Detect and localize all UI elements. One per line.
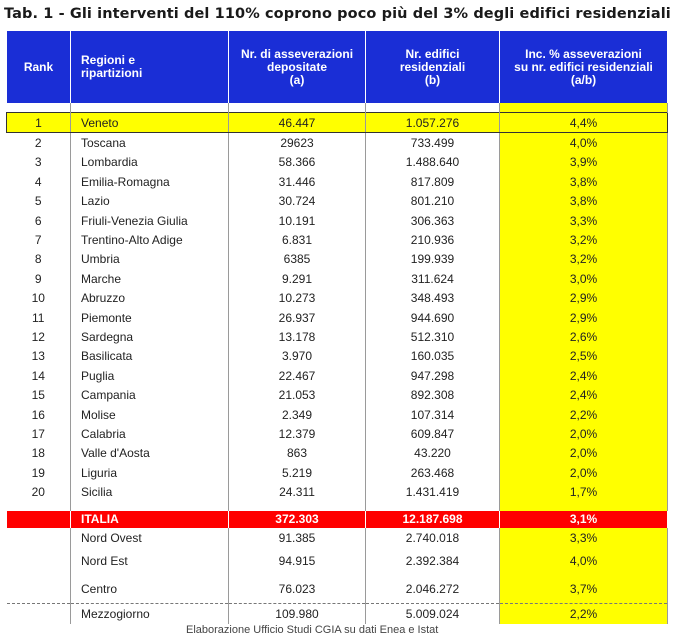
edifici-cell: 1.488.640: [366, 153, 500, 172]
edifici-cell: 892.308: [366, 385, 500, 404]
area-row: [7, 575, 668, 604]
region-cell: Sardegna: [71, 327, 229, 346]
table-row: [7, 405, 668, 424]
incidenza-cell: 4,4%: [500, 113, 668, 133]
region-cell: Lazio: [71, 192, 229, 211]
edifici-cell: 5.009.024: [366, 604, 500, 624]
rank-cell: [7, 547, 71, 575]
incidenza-cell: 2,4%: [500, 366, 668, 385]
rank-cell: 3: [7, 153, 71, 172]
table-row: [7, 230, 668, 249]
table-row: [7, 482, 668, 501]
rank-cell: 12: [7, 327, 71, 346]
table-row: [7, 385, 668, 404]
region-cell: Liguria: [71, 463, 229, 482]
asseverazioni-cell: 26.937: [229, 308, 366, 327]
region-cell: Mezzogiorno: [71, 604, 229, 624]
region-cell: Basilicata: [71, 347, 229, 366]
asseverazioni-cell: 24.311: [229, 482, 366, 501]
asseverazioni-cell: 863: [229, 444, 366, 463]
incidenza-cell: 2,9%: [500, 308, 668, 327]
edifici-cell: 947.298: [366, 366, 500, 385]
region-cell: Nord Est: [71, 547, 229, 575]
spacer-row: [7, 103, 668, 113]
table-row: [7, 211, 668, 230]
region-cell: Nord Ovest: [71, 528, 229, 547]
asseverazioni-cell: 5.219: [229, 463, 366, 482]
region-cell: Molise: [71, 405, 229, 424]
rank-cell: 20: [7, 482, 71, 501]
region-cell: Piemonte: [71, 308, 229, 327]
incidenza-cell: 2,6%: [500, 327, 668, 346]
edifici-cell: 210.936: [366, 230, 500, 249]
table-row: [7, 308, 668, 327]
region-cell: Veneto: [71, 113, 229, 133]
edifici-cell: 512.310: [366, 327, 500, 346]
asseverazioni-cell: 46.447: [229, 113, 366, 133]
incidenza-cell: 3,1%: [500, 511, 668, 528]
area-row: [7, 604, 668, 624]
edifici-cell: 1.431.419: [366, 482, 500, 501]
edifici-cell: 1.057.276: [366, 113, 500, 133]
incidenza-cell: 4,0%: [500, 133, 668, 153]
asseverazioni-cell: 21.053: [229, 385, 366, 404]
rank-cell: 13: [7, 347, 71, 366]
asseverazioni-cell: 29623: [229, 133, 366, 153]
rank-cell: 9: [7, 269, 71, 288]
region-cell: Campania: [71, 385, 229, 404]
rank-cell: [7, 528, 71, 547]
incidenza-cell: 2,0%: [500, 444, 668, 463]
table-row: [7, 172, 668, 191]
asseverazioni-cell: 30.724: [229, 192, 366, 211]
asseverazioni-cell: 6385: [229, 250, 366, 269]
incidenza-cell: 3,3%: [500, 211, 668, 230]
incidenza-cell: 3,7%: [500, 575, 668, 604]
asseverazioni-cell: 109.980: [229, 604, 366, 624]
rank-cell: 17: [7, 424, 71, 443]
incidenza-cell: 3,8%: [500, 192, 668, 211]
data-table: [6, 31, 668, 624]
incidenza-cell: 3,9%: [500, 153, 668, 172]
total-row: [7, 511, 668, 528]
edifici-cell: 609.847: [366, 424, 500, 443]
table-row: [7, 347, 668, 366]
table-row: [7, 153, 668, 172]
edifici-cell: 199.939: [366, 250, 500, 269]
incidenza-cell: 1,7%: [500, 482, 668, 501]
edifici-cell: 263.468: [366, 463, 500, 482]
table-row: [7, 192, 668, 211]
table-row: [7, 444, 668, 463]
asseverazioni-cell: 9.291: [229, 269, 366, 288]
header-incidenza: Inc. % asseverazioni su nr. edifici residenziali (a/b): [500, 31, 668, 103]
rank-cell: 2: [7, 133, 71, 153]
asseverazioni-cell: 91.385: [229, 528, 366, 547]
edifici-cell: 306.363: [366, 211, 500, 230]
rank-cell: [7, 511, 71, 528]
edifici-cell: 107.314: [366, 405, 500, 424]
region-cell: Emilia-Romagna: [71, 172, 229, 191]
table-row: [7, 133, 668, 153]
incidenza-cell: 2,5%: [500, 347, 668, 366]
rank-cell: [7, 575, 71, 604]
region-cell: Trentino-Alto Adige: [71, 230, 229, 249]
region-cell: Sicilia: [71, 482, 229, 501]
asseverazioni-cell: 372.303: [229, 511, 366, 528]
header-row: [7, 31, 668, 103]
table-row: [7, 269, 668, 288]
rank-cell: 10: [7, 289, 71, 308]
table-row: [7, 289, 668, 308]
incidenza-cell: 2,9%: [500, 289, 668, 308]
asseverazioni-cell: 10.273: [229, 289, 366, 308]
region-cell: Calabria: [71, 424, 229, 443]
area-row: [7, 547, 668, 575]
asseverazioni-cell: 22.467: [229, 366, 366, 385]
rank-cell: 15: [7, 385, 71, 404]
region-cell: Valle d'Aosta: [71, 444, 229, 463]
asseverazioni-cell: 6.831: [229, 230, 366, 249]
edifici-cell: 2.740.018: [366, 528, 500, 547]
incidenza-cell: 3,3%: [500, 528, 668, 547]
table-row: [7, 113, 668, 133]
region-cell: Marche: [71, 269, 229, 288]
region-cell: Lombardia: [71, 153, 229, 172]
asseverazioni-cell: 3.970: [229, 347, 366, 366]
rank-cell: 6: [7, 211, 71, 230]
rank-cell: 5: [7, 192, 71, 211]
incidenza-cell: 3,8%: [500, 172, 668, 191]
area-row: [7, 528, 668, 547]
incidenza-cell: 2,0%: [500, 463, 668, 482]
rank-cell: [7, 604, 71, 624]
incidenza-cell: 3,2%: [500, 230, 668, 249]
rank-cell: 4: [7, 172, 71, 191]
table-row: [7, 463, 668, 482]
region-cell: Puglia: [71, 366, 229, 385]
edifici-cell: 348.493: [366, 289, 500, 308]
incidenza-cell: 2,2%: [500, 405, 668, 424]
incidenza-cell: 2,4%: [500, 385, 668, 404]
incidenza-cell: 4,0%: [500, 547, 668, 575]
incidenza-cell: 2,2%: [500, 604, 668, 624]
edifici-cell: 817.809: [366, 172, 500, 191]
edifici-cell: 311.624: [366, 269, 500, 288]
edifici-cell: 733.499: [366, 133, 500, 153]
rank-cell: 19: [7, 463, 71, 482]
region-cell: Friuli-Venezia Giulia: [71, 211, 229, 230]
header-edifici: Nr. edifici residenziali (b): [366, 31, 500, 103]
asseverazioni-cell: 2.349: [229, 405, 366, 424]
edifici-cell: 801.210: [366, 192, 500, 211]
rank-cell: 16: [7, 405, 71, 424]
region-cell: ITALIA: [71, 511, 229, 528]
asseverazioni-cell: 13.178: [229, 327, 366, 346]
table-row: [7, 424, 668, 443]
asseverazioni-cell: 94.915: [229, 547, 366, 575]
header-asseverazioni: Nr. di asseverazioni depositate (a): [229, 31, 366, 103]
table-row: [7, 327, 668, 346]
region-cell: Umbria: [71, 250, 229, 269]
rank-cell: 11: [7, 308, 71, 327]
incidenza-cell: 3,2%: [500, 250, 668, 269]
edifici-cell: 12.187.698: [366, 511, 500, 528]
asseverazioni-cell: 12.379: [229, 424, 366, 443]
table-title: Tab. 1 - Gli interventi del 110% coprono poco più del 3% degli edifici residenziali: [4, 6, 671, 22]
incidenza-cell: 3,0%: [500, 269, 668, 288]
rank-cell: 1: [7, 113, 71, 133]
header-region: Regioni e ripartizioni: [71, 31, 229, 103]
incidenza-cell: 2,0%: [500, 424, 668, 443]
region-cell: Toscana: [71, 133, 229, 153]
table-row: [7, 250, 668, 269]
table-row: [7, 366, 668, 385]
rank-cell: 14: [7, 366, 71, 385]
rank-cell: 7: [7, 230, 71, 249]
rank-cell: 18: [7, 444, 71, 463]
asseverazioni-cell: 31.446: [229, 172, 366, 191]
header-rank: Rank: [7, 31, 71, 103]
region-cell: Centro: [71, 575, 229, 604]
asseverazioni-cell: 58.366: [229, 153, 366, 172]
edifici-cell: 944.690: [366, 308, 500, 327]
edifici-cell: 2.392.384: [366, 547, 500, 575]
rank-cell: 8: [7, 250, 71, 269]
spacer-row: [7, 502, 668, 511]
edifici-cell: 2.046.272: [366, 575, 500, 604]
edifici-cell: 160.035: [366, 347, 500, 366]
asseverazioni-cell: 10.191: [229, 211, 366, 230]
asseverazioni-cell: 76.023: [229, 575, 366, 604]
source-note: Elaborazione Ufficio Studi CGIA su dati Enea e Istat: [186, 624, 439, 636]
edifici-cell: 43.220: [366, 444, 500, 463]
region-cell: Abruzzo: [71, 289, 229, 308]
